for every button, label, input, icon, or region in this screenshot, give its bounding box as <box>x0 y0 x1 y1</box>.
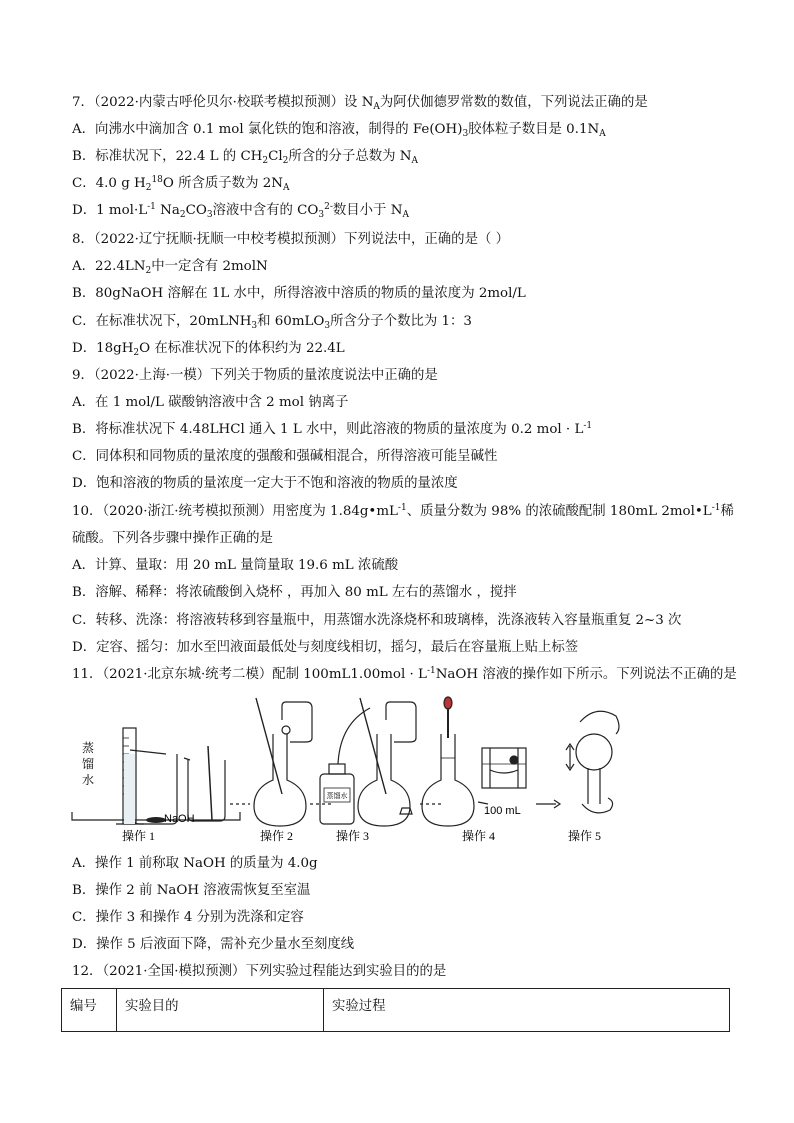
beaker-icon <box>184 758 225 821</box>
q10-stem-line2: 硫酸。下列各步骤中操作正确的是 <box>72 531 273 546</box>
q11-option-b: B．操作 2 前 NaOH 溶液需恢复至室温 <box>72 883 311 898</box>
q8-option-d: D．$18gH_2O$ 在标准状况下的体积约为 22.4L <box>72 341 345 358</box>
naoh-label: NaOH <box>164 813 195 825</box>
q12-stem: 12．（2021·全国·模拟预测）下列实验过程能达到实验目的的是 <box>72 964 447 979</box>
hand-icon <box>582 798 613 813</box>
q9-option-c: C．同体积和同物质的量浓度的强酸和强碱相混合，所得溶液可能呈碱性 <box>72 449 498 464</box>
q11-stem: 11．（2021·北京东城·统考二模）配制 $100mL1.00mol \cdot L^{-1}NaOH$ 溶液的操作如下所示。下列说法不正确的是 <box>72 666 737 682</box>
op1-label: 操作 1 <box>122 829 156 843</box>
q7-option-c: C．4.0 g $H_2^{18}O$ 所含质子数为 $2N_A$ <box>72 175 290 193</box>
volumetric-flask-icon <box>576 734 612 770</box>
hand-icon <box>580 711 619 734</box>
q10-option-b: B．溶解、稀释：将浓硫酸倒入烧杯 ，再加入 80 mL 左右的蒸馏水 ，搅拌 <box>72 585 517 600</box>
q10-option-d: D．定容、摇匀：加水至凹液面最低处与刻度线相切，摇匀，最后在容量瓶上贴上标签 <box>72 640 579 655</box>
q7-option-a: A．向沸水中滴加含 0.1 mol 氯化铁的饱和溶液，制得的 $Fe(OH)_3$胶体粒子数目是 $0.1N_A$ <box>72 122 606 139</box>
stopper-icon <box>400 808 412 814</box>
q8-stem: 8．（2022·辽宁抚顺·抚顺一中校考模拟预测）下列说法中，正确的是（ ） <box>72 232 509 247</box>
q8-option-c: C．在标准状况下，20mLNH$_3$和 60mLO$_3$所含分子个数比为 1：3 <box>72 314 472 331</box>
q12-table <box>61 988 730 1032</box>
q11-procedure-figure <box>70 694 720 854</box>
bottle-label: 蒸馏水 <box>326 793 348 800</box>
table-header-row <box>62 989 730 1032</box>
op3-label: 操作 3 <box>336 829 370 843</box>
water-label: 蒸馏水 <box>82 741 95 787</box>
volumetric-flask-icon <box>422 734 474 826</box>
magnifier-view-icon <box>482 748 526 788</box>
volumetric-flask-icon <box>254 734 306 826</box>
table-header-cell: 实验过程 <box>324 989 730 1032</box>
q11-option-d: D．操作 5 后液面下降，需补充少量水至刻度线 <box>72 937 355 952</box>
op2-label: 操作 2 <box>260 829 294 843</box>
q9-option-a: A．在 1 mol/L 碳酸钠溶液中含 2 mol 钠离子 <box>72 395 349 410</box>
q7-option-b: B．标准状况下，22.4 L 的 $CH_2Cl_2$所含的分子总数为 $N_A$ <box>72 149 418 166</box>
volumetric-flask-icon <box>358 734 410 826</box>
q8-option-a: A．$22.4LN_2$中一定含有 2molN <box>72 259 268 276</box>
q10-option-a: A．计算、量取：用 20 mL 量筒量取 19.6 mL 浓硫酸 <box>72 558 399 573</box>
q10-stem-line1: 10．（2020·浙江·统考模拟预测）用密度为 $1.84g•mL^{-1}$、质量分数为 98% 的浓硫酸配制 180mL $2mol•L^{-1}$稀 <box>72 503 734 519</box>
op5-label: 操作 5 <box>568 829 602 843</box>
q9-option-d: D．饱和溶液的物质的量浓度一定大于不饱和溶液的物质的量浓度 <box>72 476 458 491</box>
q7-option-d: D．1 $mol\cdot L^{-1}$ $Na_2CO_3$溶液中含有的 $CO_3^{2-}$数目小于 $N_A$ <box>72 202 409 220</box>
q7-stem: 7．（2022·内蒙古呼伦贝尔·校联考模拟预测）设 $N_A$为阿伏伽德罗常数的数值，下列说法正确的是 <box>72 95 648 112</box>
q9-option-b: B．将标准状况下 4.48LHCl 通入 1 L 水中，则此溶液的物质的量浓度为 0.2 mol · $L^{-1}$ <box>72 421 593 437</box>
eye-icon <box>510 756 518 764</box>
q11-option-a: A．操作 1 前称取 NaOH 的质量为 4.0g <box>72 856 318 871</box>
q11-option-c: C．操作 3 和操作 4 分别为洗涤和定容 <box>72 910 304 925</box>
table-header-cell: 编号 <box>62 989 117 1032</box>
table-header-cell: 实验目的 <box>117 989 324 1032</box>
op4-label: 操作 4 <box>462 829 496 843</box>
flask-mark-label: 100 mL <box>484 805 521 817</box>
q9-stem: 9．（2022·上海·一模）下列关于物质的量浓度说法中正确的是 <box>72 368 438 383</box>
q8-option-b: B．80gNaOH 溶解在 1L 水中，所得溶液中溶质的物质的量浓度为 2mol/L <box>72 286 526 301</box>
q10-option-c: C．转移、洗涤：将溶液转移到容量瓶中，用蒸馏水洗涤烧杯和玻璃棒，洗涤液转入容量瓶重复 2~3 次 <box>72 613 682 628</box>
